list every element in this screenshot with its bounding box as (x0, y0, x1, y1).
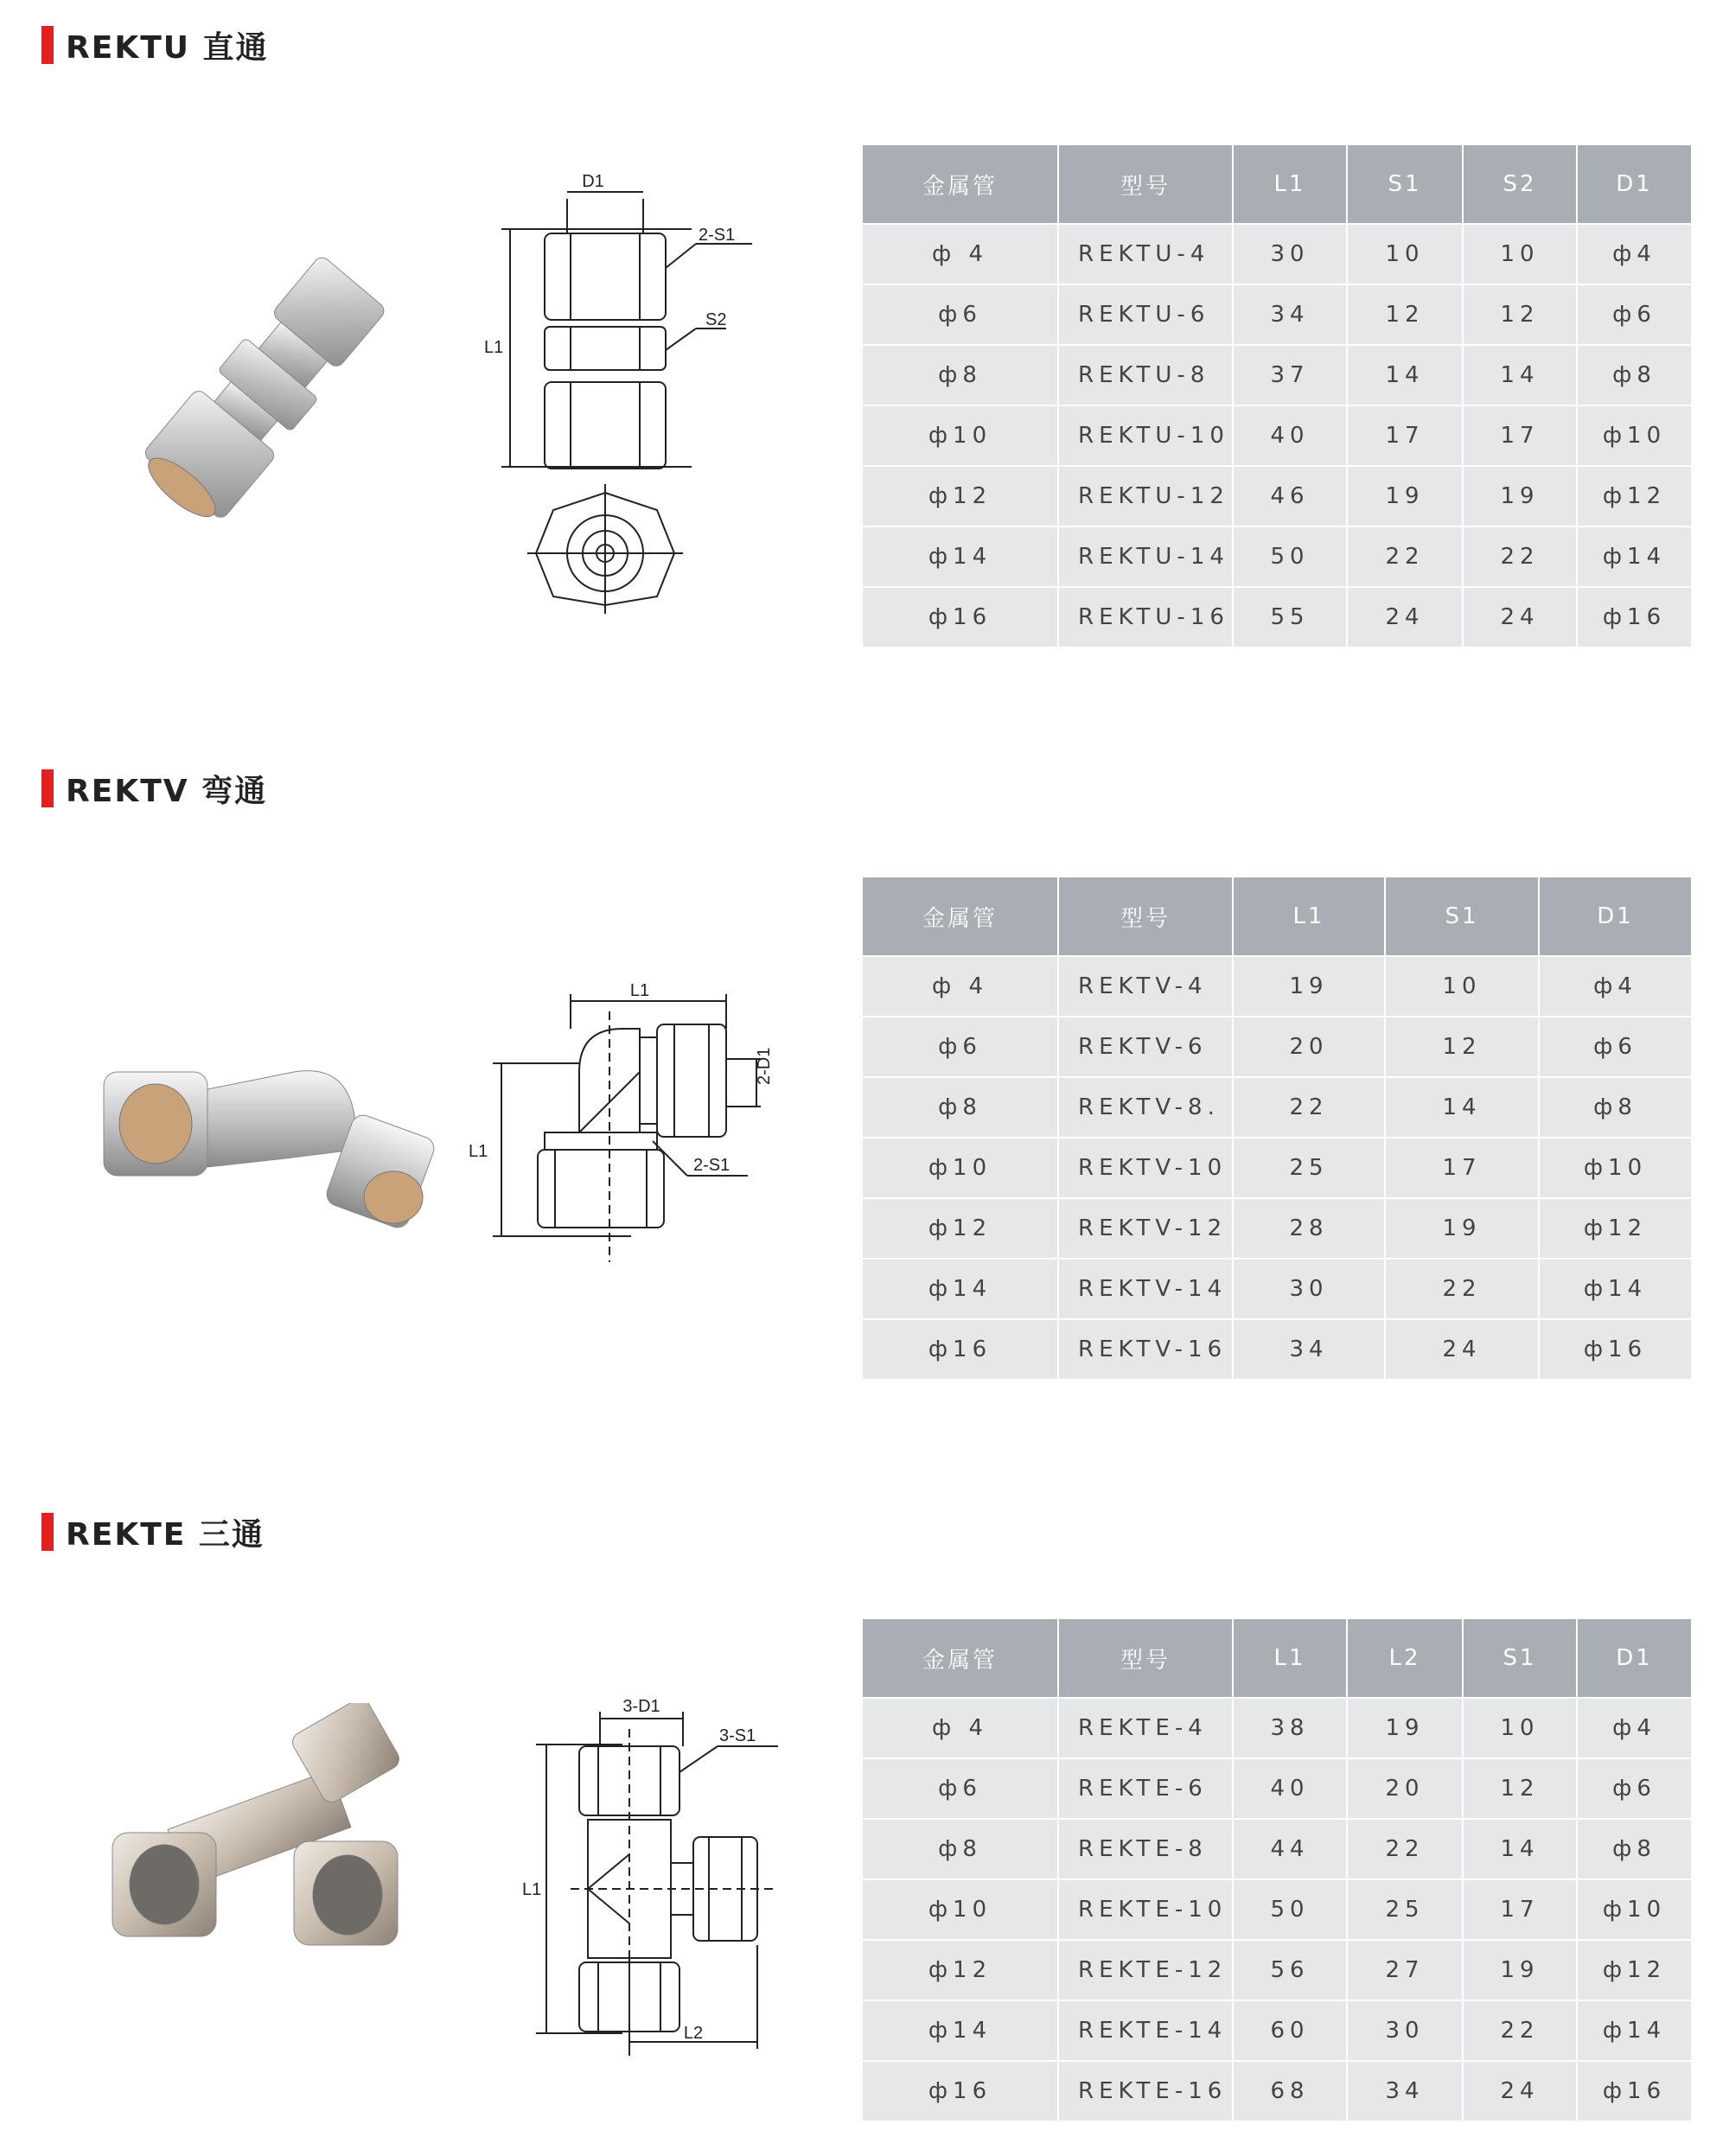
table-cell: REKTV-6 (1058, 1017, 1233, 1077)
table-header-row (863, 877, 1691, 956)
table-row (863, 2061, 1691, 2121)
table-cell: ф6 (1539, 1017, 1691, 1077)
table-cell: ф10 (863, 1879, 1058, 1940)
table-cell: ф12 (1577, 466, 1691, 526)
table-cell: REKTV-12 (1058, 1198, 1233, 1259)
drawing-tee-union (519, 1694, 795, 2066)
header-cell: S1 (1385, 877, 1539, 956)
table-cell: 12 (1463, 1758, 1577, 1819)
table-cell: 19 (1463, 466, 1577, 526)
table-cell: 10 (1463, 1698, 1577, 1758)
table-cell: 25 (1233, 1138, 1385, 1198)
table-header-row (863, 145, 1691, 224)
table-cell: 12 (1463, 284, 1577, 345)
table-cell: 24 (1385, 1319, 1539, 1379)
section-title (41, 769, 267, 807)
table-cell: 20 (1233, 1017, 1385, 1077)
table-cell: ф12 (863, 1198, 1058, 1259)
table-cell: 22 (1463, 526, 1577, 587)
table-row (863, 1017, 1691, 1077)
table-cell: ф14 (863, 2000, 1058, 2061)
table-cell: 12 (1347, 284, 1463, 345)
table-cell: 12 (1385, 1017, 1539, 1077)
table-cell: REKTU-14 (1058, 526, 1233, 587)
header-cell: L1 (1233, 877, 1385, 956)
table-cell: 19 (1463, 1940, 1577, 2000)
header-cell: L1 (1233, 1619, 1347, 1698)
table-cell: 22 (1347, 1819, 1463, 1879)
table-cell: ф6 (863, 1758, 1058, 1819)
table-cell: ф 4 (863, 956, 1058, 1017)
table-cell: 14 (1385, 1077, 1539, 1138)
table-row (863, 956, 1691, 1017)
table-cell: 14 (1463, 1819, 1577, 1879)
table-cell: ф8 (1539, 1077, 1691, 1138)
table-cell: 17 (1385, 1138, 1539, 1198)
spec-table-rekte (863, 1619, 1691, 2121)
drawing-elbow-union (458, 977, 787, 1271)
table-header-row (863, 1619, 1691, 1698)
table-cell: 30 (1347, 2000, 1463, 2061)
table-cell: ф16 (863, 2061, 1058, 2121)
table-cell: REKTE-6 (1058, 1758, 1233, 1819)
table-cell: 17 (1347, 405, 1463, 466)
header-cell: 型号 (1058, 1619, 1233, 1698)
table-cell: 27 (1347, 1940, 1463, 2000)
header-cell: 金属管 (863, 145, 1058, 224)
header-cell: S1 (1463, 1619, 1577, 1698)
table-cell: 19 (1347, 466, 1463, 526)
section-rekte (0, 1487, 1729, 2156)
table-cell: REKTU-16 (1058, 587, 1233, 647)
accent-bar (41, 26, 54, 64)
table-cell: 60 (1233, 2000, 1347, 2061)
table-cell: REKTE-10 (1058, 1879, 1233, 1940)
table-row (863, 284, 1691, 345)
section-title-text: REKTE 三通 (66, 1516, 265, 1553)
table-cell: ф14 (1539, 1259, 1691, 1319)
table-cell: ф6 (1577, 1758, 1691, 1819)
table-cell: REKTE-16 (1058, 2061, 1233, 2121)
table-row (863, 1319, 1691, 1379)
table-cell: 22 (1463, 2000, 1577, 2061)
table-cell: REKTU-6 (1058, 284, 1233, 345)
product-photo-elbow-union (95, 1020, 441, 1245)
table-cell: 17 (1463, 405, 1577, 466)
table-cell: 40 (1233, 405, 1347, 466)
dim-label-l1-top: L1 (629, 981, 650, 1000)
table-cell: 24 (1347, 587, 1463, 647)
section-title-text: REKTU 直通 (66, 29, 269, 66)
header-cell: S2 (1463, 145, 1577, 224)
drawing-straight-union (484, 164, 761, 631)
table-cell: 50 (1233, 526, 1347, 587)
table-cell: 37 (1233, 345, 1347, 405)
table-cell: ф16 (1539, 1319, 1691, 1379)
table-cell: ф12 (863, 1940, 1058, 2000)
dim-label-l1-side: L1 (469, 1142, 488, 1161)
spec-table-rektv (863, 877, 1691, 1379)
table-cell: ф4 (1577, 1698, 1691, 1758)
table-cell: REKTE-8 (1058, 1819, 1233, 1879)
table-row (863, 1138, 1691, 1198)
table-cell: 28 (1233, 1198, 1385, 1259)
table-cell: ф16 (863, 587, 1058, 647)
table-cell: 56 (1233, 1940, 1347, 2000)
table-cell: REKTV-10 (1058, 1138, 1233, 1198)
table-cell: 34 (1347, 2061, 1463, 2121)
section-title-text: REKTV 弯通 (66, 773, 268, 809)
table-cell: 19 (1233, 956, 1385, 1017)
table-cell: 30 (1233, 224, 1347, 284)
table-cell: 10 (1385, 956, 1539, 1017)
table-row (863, 345, 1691, 405)
table-cell: 10 (1347, 224, 1463, 284)
table-cell: 34 (1233, 1319, 1385, 1379)
table-cell: ф14 (1577, 526, 1691, 587)
header-cell: L1 (1233, 145, 1347, 224)
table-cell: 68 (1233, 2061, 1347, 2121)
dim-label-s1: 2-S1 (693, 1156, 731, 1175)
dim-label-s1: 2-S1 (699, 226, 736, 245)
table-row (863, 405, 1691, 466)
table-cell: 30 (1233, 1259, 1385, 1319)
table-cell: ф10 (1577, 405, 1691, 466)
table-cell: ф16 (1577, 2061, 1691, 2121)
dim-label-d1: 3-D1 (622, 1697, 660, 1716)
table-cell: REKTE-12 (1058, 1940, 1233, 2000)
table-cell: 24 (1463, 587, 1577, 647)
table-cell: ф12 (1539, 1198, 1691, 1259)
table-cell: 44 (1233, 1819, 1347, 1879)
dim-label-d1: 2-D1 (755, 1047, 774, 1085)
table-row (863, 2000, 1691, 2061)
accent-bar (41, 1513, 54, 1551)
table-cell: ф12 (1577, 1940, 1691, 2000)
table-cell: 38 (1233, 1698, 1347, 1758)
table-cell: 22 (1347, 526, 1463, 587)
section-title (41, 1513, 265, 1551)
table-cell: ф8 (1577, 1819, 1691, 1879)
table-row (863, 1698, 1691, 1758)
table-cell: REKTU-8 (1058, 345, 1233, 405)
table-row (863, 466, 1691, 526)
table-cell: ф10 (1539, 1138, 1691, 1198)
spec-table-rektu (863, 145, 1691, 647)
table-row (863, 587, 1691, 647)
table-cell: 25 (1347, 1879, 1463, 1940)
table-cell: ф14 (1577, 2000, 1691, 2061)
table-cell: ф14 (863, 526, 1058, 587)
table-row (863, 224, 1691, 284)
table-cell: ф 4 (863, 224, 1058, 284)
table-cell: ф16 (1577, 587, 1691, 647)
section-rektu (0, 0, 1729, 692)
table-row (863, 1819, 1691, 1879)
dim-label-s2: S2 (705, 310, 727, 329)
dim-label-l2: L2 (683, 2024, 704, 2043)
table-cell: 14 (1347, 345, 1463, 405)
table-cell: 14 (1463, 345, 1577, 405)
table-cell: ф4 (1577, 224, 1691, 284)
table-row (863, 1940, 1691, 2000)
table-row (863, 1259, 1691, 1319)
table-cell: ф 4 (863, 1698, 1058, 1758)
table-cell: ф8 (863, 1077, 1058, 1138)
table-cell: ф10 (1577, 1879, 1691, 1940)
header-cell: L2 (1347, 1619, 1463, 1698)
table-cell: ф10 (863, 1138, 1058, 1198)
table-row (863, 1198, 1691, 1259)
dim-label-d1: D1 (582, 172, 604, 191)
table-cell: REKTU-10 (1058, 405, 1233, 466)
dim-label-l1: L1 (522, 1880, 542, 1899)
table-cell: 46 (1233, 466, 1347, 526)
header-cell: 金属管 (863, 1619, 1058, 1698)
table-cell: ф12 (863, 466, 1058, 526)
table-cell: ф6 (863, 284, 1058, 345)
dim-label-l1: L1 (484, 338, 504, 357)
table-cell: 40 (1233, 1758, 1347, 1819)
table-row (863, 1879, 1691, 1940)
accent-bar (41, 769, 54, 807)
table-row (863, 1758, 1691, 1819)
header-cell: D1 (1539, 877, 1691, 956)
table-cell: ф8 (863, 345, 1058, 405)
header-cell: 型号 (1058, 877, 1233, 956)
product-photo-tee-union (104, 1703, 432, 1962)
header-cell: D1 (1577, 145, 1691, 224)
table-cell: 24 (1463, 2061, 1577, 2121)
table-cell: ф10 (863, 405, 1058, 466)
table-cell: REKTE-14 (1058, 2000, 1233, 2061)
table-cell: ф6 (863, 1017, 1058, 1077)
table-row (863, 1077, 1691, 1138)
table-cell: ф4 (1539, 956, 1691, 1017)
table-cell: ф8 (863, 1819, 1058, 1879)
table-cell: ф14 (863, 1259, 1058, 1319)
table-cell: ф16 (863, 1319, 1058, 1379)
section-title (41, 26, 269, 64)
table-cell: 22 (1233, 1077, 1385, 1138)
table-cell: ф8 (1577, 345, 1691, 405)
table-cell: REKTU-12 (1058, 466, 1233, 526)
section-rektv (0, 743, 1729, 1435)
table-cell: REKTE-4 (1058, 1698, 1233, 1758)
table-row (863, 526, 1691, 587)
dim-label-s1: 3-S1 (719, 1726, 756, 1745)
header-cell: 型号 (1058, 145, 1233, 224)
table-cell: REKTV-16 (1058, 1319, 1233, 1379)
product-photo-straight-union (121, 242, 415, 527)
table-cell: 22 (1385, 1259, 1539, 1319)
table-cell: REKTU-4 (1058, 224, 1233, 284)
table-cell: 17 (1463, 1879, 1577, 1940)
table-cell: REKTV-8. (1058, 1077, 1233, 1138)
table-cell: 10 (1463, 224, 1577, 284)
table-cell: 55 (1233, 587, 1347, 647)
table-cell: 50 (1233, 1879, 1347, 1940)
table-cell: 19 (1347, 1698, 1463, 1758)
table-cell: 19 (1385, 1198, 1539, 1259)
header-cell: D1 (1577, 1619, 1691, 1698)
table-cell: ф6 (1577, 284, 1691, 345)
table-cell: REKTV-4 (1058, 956, 1233, 1017)
header-cell: 金属管 (863, 877, 1058, 956)
table-cell: 20 (1347, 1758, 1463, 1819)
header-cell: S1 (1347, 145, 1463, 224)
table-cell: 34 (1233, 284, 1347, 345)
table-cell: REKTV-14 (1058, 1259, 1233, 1319)
